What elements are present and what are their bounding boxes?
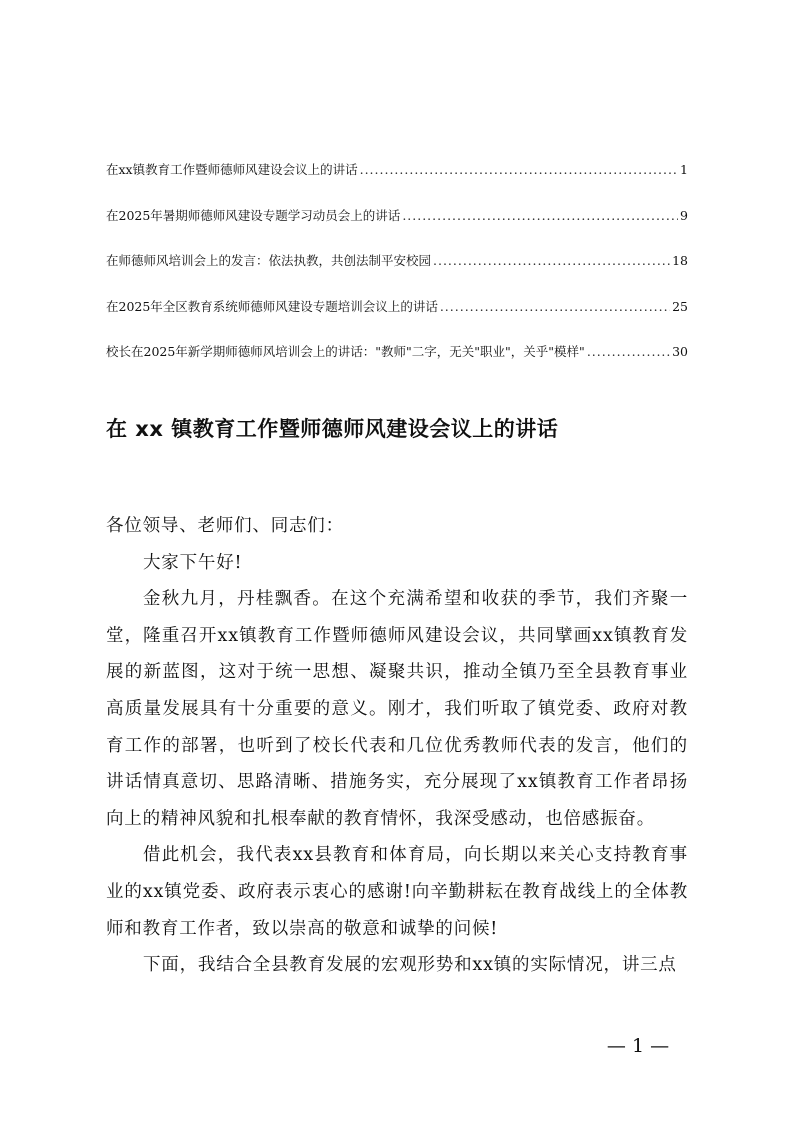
- toc-leader-dots: [587, 342, 670, 362]
- toc-entry-page: 18: [672, 253, 688, 268]
- body-paragraph: 下面，我结合全县教育发展的宏观形势和xx镇的实际情况，讲三点: [143, 955, 677, 976]
- toc-entry[interactable]: [106, 206, 688, 226]
- toc-entry-page: 30: [672, 344, 688, 359]
- salutation: 各位领导、老师们、同志们：: [106, 516, 344, 536]
- toc-leader-dots: [440, 297, 670, 317]
- page-number: — 1 —: [606, 1035, 670, 1057]
- toc-entry[interactable]: [106, 251, 688, 271]
- toc-entry-page: 25: [672, 298, 688, 314]
- toc-entry-title: 在2025年暑期师德师风建设专题学习动员会上的讲话: [106, 207, 401, 223]
- toc-entry-title: 在xx镇教育工作暨师德师风建设会议上的讲话: [106, 162, 358, 177]
- toc-entry-title: 校长在2025年新学期师德师风培训会上的讲话："教师"二字，无关"职业"，关乎"模样": [106, 344, 585, 359]
- toc-entry-page: 1: [680, 162, 688, 177]
- toc-leader-dots: [360, 160, 678, 180]
- body-paragraph: 借此机会，我代表xx县教育和体育局，向长期以来关心支持教育事业的xx镇党委、政府表示衷心的感谢!向辛勤耕耘在教育战线上的全体教师和教育工作者，致以崇高的敬意和诚挚的问候!: [106, 845, 688, 939]
- toc-entry[interactable]: [106, 297, 688, 317]
- toc-entry-page: 9: [680, 207, 688, 223]
- toc-entry[interactable]: [106, 160, 688, 180]
- speech-heading: 在 xx 镇教育工作暨师德师风建设会议上的讲话: [106, 417, 559, 441]
- speech-body: [106, 508, 688, 984]
- toc-entry[interactable]: [106, 342, 688, 362]
- toc-leader-dots: [402, 206, 678, 226]
- toc-entry-title: 在师德师风培训会上的发言：依法执教，共创法制平安校园: [106, 253, 432, 268]
- table-of-contents: [106, 160, 688, 388]
- toc-entry-title: 在2025年全区教育系统师德师风建设专题培训会议上的讲话: [106, 298, 438, 314]
- greeting: 大家下午好!: [143, 552, 243, 573]
- toc-leader-dots: [433, 251, 670, 271]
- body-paragraph: 金秋九月，丹桂飘香。在这个充满希望和收获的季节，我们齐聚一堂，隆重召开xx镇教育工作暨师德师风建设会议，共同擘画xx镇教育发展的新蓝图，这对于统一思想、凝聚共识，推动全镇乃至全县教育事业高质量发展具有十分重要的意义。刚才，我们听取了镇党委、政府对教育工作的部署，也听到了校长代表和几位优秀教师代表的发言，他们的讲话情真意切、思路清晰、措施务实，充分展现了xx镇教育工作者昂扬向上的精神风貌和扎根奉献的教育情怀，我深受感动，也倍感振奋。: [106, 589, 688, 829]
